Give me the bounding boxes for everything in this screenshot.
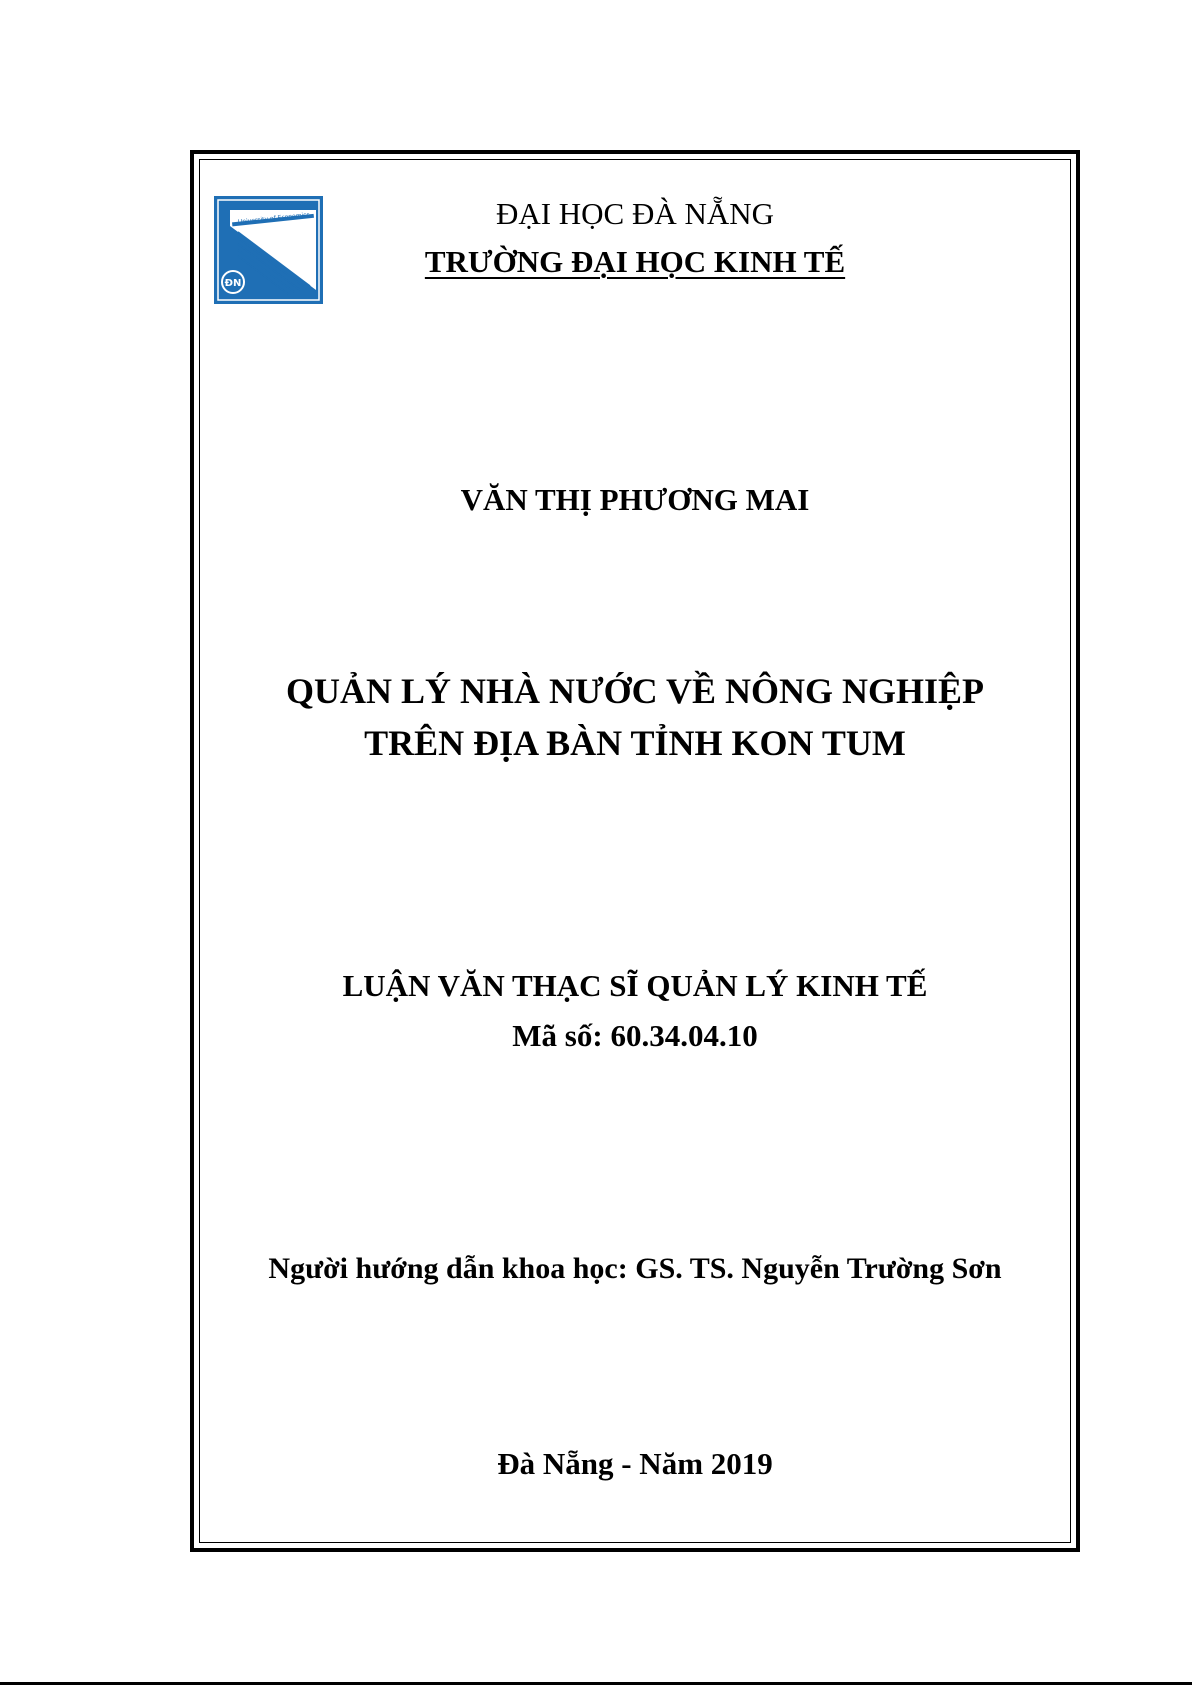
degree-code: Mã số: 60.34.04.10 (512, 1018, 758, 1053)
university-name: ĐẠI HỌC ĐÀ NẴNG (495, 196, 775, 231)
author-name: VĂN THỊ PHƯƠNG MAI (460, 482, 810, 517)
svg-text:University of Economics: University of Economics (237, 211, 311, 226)
advisor-line: Người hướng dẫn khoa học: GS. TS. Nguyễn Trường Sơn (268, 1252, 1002, 1285)
page-border (190, 150, 1080, 1552)
page-border-inner (199, 159, 1071, 1543)
place-and-year: Đà Nẵng - Năm 2019 (497, 1446, 773, 1481)
svg-text:ĐN: ĐN (224, 278, 242, 289)
degree-label: LUẬN VĂN THẠC SĨ QUẢN LÝ KINH TẾ (342, 968, 928, 1003)
school-name (190, 244, 1080, 280)
school-name-text: TRƯỜNG ĐẠI HỌC KINH TẾ (424, 244, 846, 279)
thesis-title-line-2: TRÊN ĐỊA BÀN TỈNH KON TUM (364, 723, 906, 763)
thesis-title-line-1: QUẢN LÝ NHÀ NƯỚC VỀ NÔNG NGHIỆP (285, 671, 985, 711)
